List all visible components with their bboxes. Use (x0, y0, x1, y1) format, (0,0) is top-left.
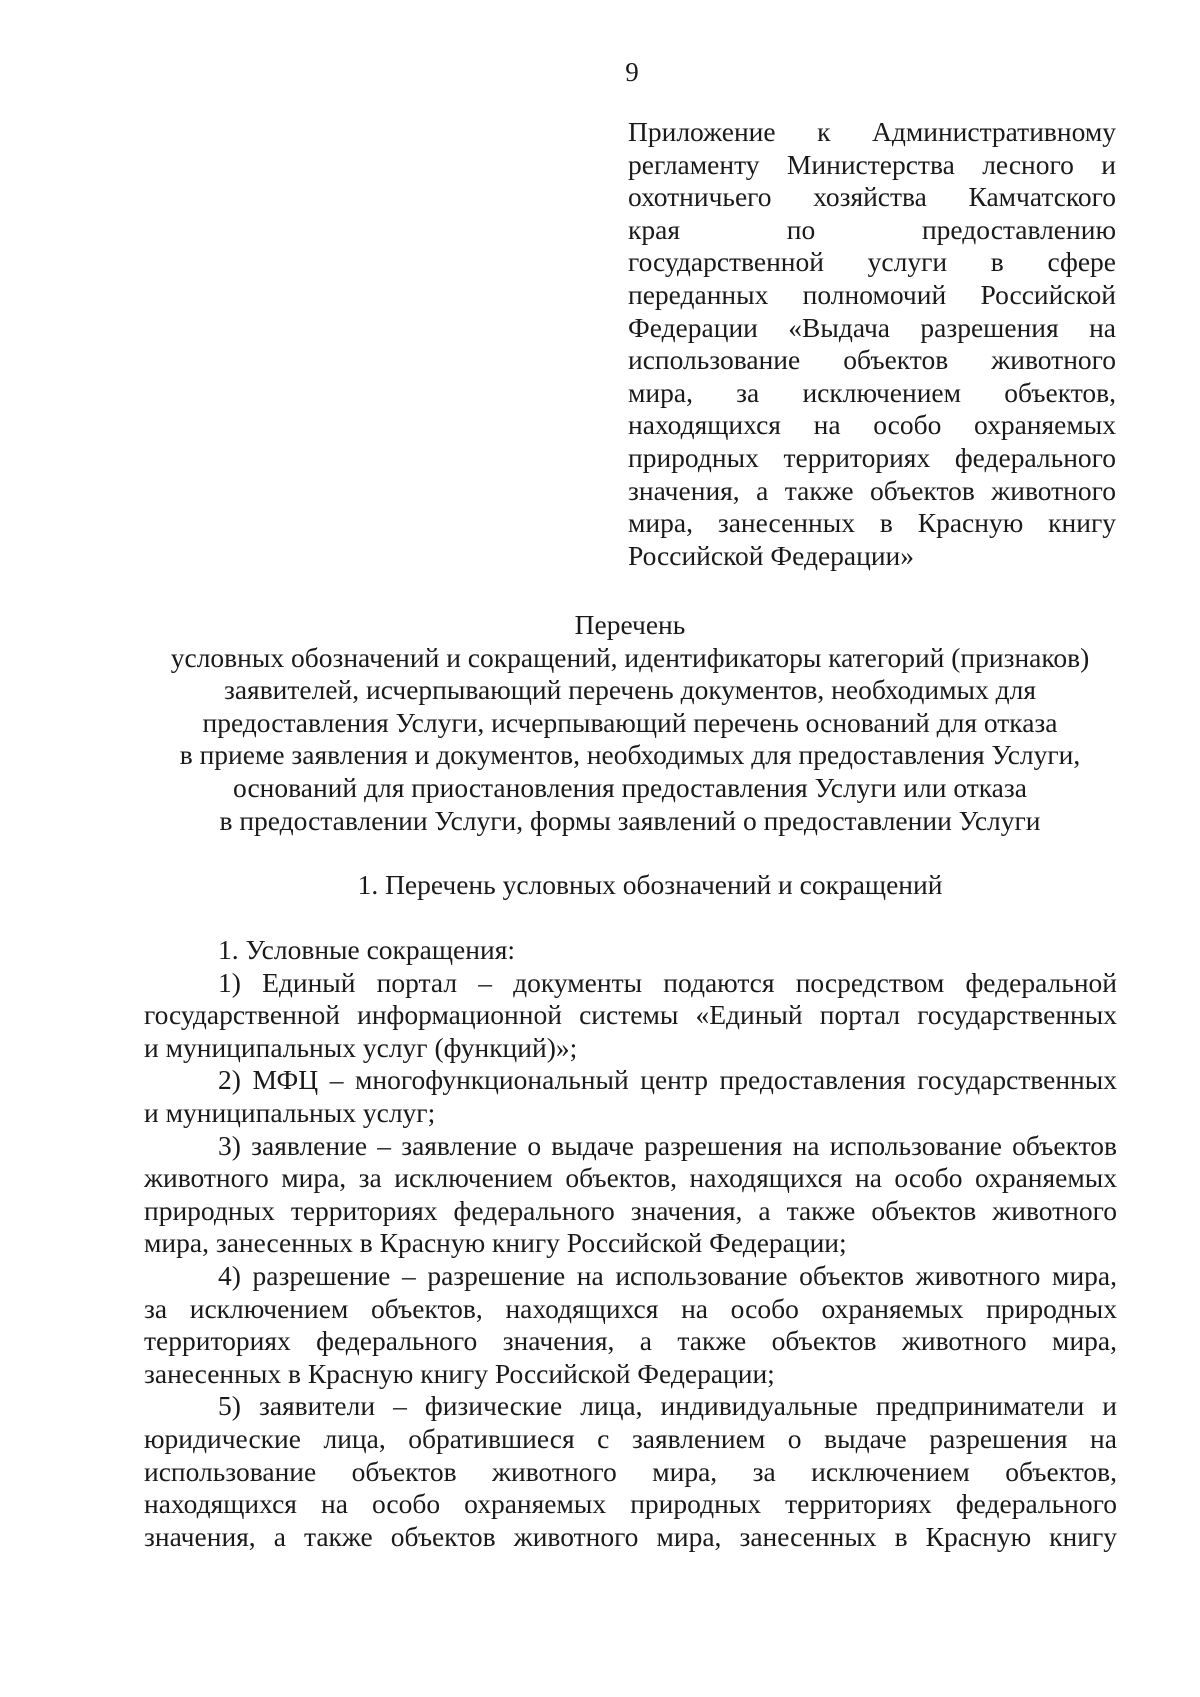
appendix-line: переданных полномочий Российской (628, 278, 1116, 310)
appendix-line: мира, за исключением объектов, (628, 376, 1116, 408)
body-line: территориях федерального значения, а также объектов животного мира, (144, 1325, 1117, 1357)
appendix-line: значения, а также объектов животного (628, 474, 1116, 506)
appendix-line: использование объектов животного (628, 344, 1116, 376)
appendix-line: мира, занесенных в Красную книгу (628, 507, 1116, 539)
title-line: оснований для приостановления предоставления Услуги или отказа (233, 771, 1027, 803)
page-number: 9 (625, 57, 639, 87)
appendix-line: Российской Федерации» (628, 539, 915, 571)
body-line: и муниципальных услуг; (144, 1096, 436, 1128)
appendix-line: находящихся на особо охраняемых (628, 409, 1116, 441)
body-line: 4) разрешение – разрешение на использование объектов животного мира, (218, 1259, 1117, 1291)
body-line: использование объектов животного мира, за исключением объектов, (144, 1455, 1117, 1487)
appendix-line: края по предоставлению (628, 213, 1116, 245)
body-line: и муниципальных услуг (функций)»; (144, 1031, 578, 1063)
body-line: природных территориях федерального значения, а также объектов животного (144, 1194, 1117, 1226)
appendix-line: Приложение к Административному (628, 116, 1116, 147)
appendix-line: Федерации «Выдача разрешения на (628, 311, 1116, 343)
title-line: Перечень (574, 609, 686, 640)
title-line: в предоставлении Услуги, формы заявлений о предоставлении Услуги (219, 804, 1041, 836)
title-line: условных обозначений и сокращений, идентификаторы категорий (признаков) (170, 641, 1090, 673)
appendix-line: охотничьего хозяйства Камчатского (628, 181, 1116, 213)
body-line: 3) заявление – заявление о выдаче разрешения на использование объектов (218, 1129, 1117, 1161)
body-line: юридические лица, обратившиеся с заявлением о выдаче разрешения на (144, 1422, 1117, 1454)
appendix-line: природных территориях федерального (628, 441, 1116, 473)
body-line: 1) Единый портал – документы подаются посредством федеральной (218, 966, 1117, 998)
title-line: заявителей, исчерпывающий перечень документов, необходимых для (223, 674, 1037, 706)
section-heading: 1. Перечень условных обозначений и сокращений (357, 869, 943, 900)
title-line: в приеме заявления и документов, необходимых для предоставления Услуги, (179, 739, 1081, 771)
body-line: мира, занесенных в Красную книгу Российской Федерации; (144, 1227, 847, 1259)
body-text (144, 934, 1117, 1553)
body-line: занесенных в Красную книгу Российской Федерации; (144, 1357, 775, 1389)
body-line: значения, а также объектов животного мира, занесенных в Красную книгу (144, 1520, 1117, 1552)
body-line: государственной информационной системы «Единый портал государственных (144, 999, 1117, 1031)
body-line: животного мира, за исключением объектов, находящихся на особо охраняемых (144, 1162, 1117, 1194)
body-line: 5) заявители – физические лица, индивидуальные предприниматели и (218, 1390, 1117, 1422)
title-line: предоставления Услуги, исчерпывающий перечень оснований для отказа (202, 706, 1058, 738)
appendix-line: государственной услуги в сфере (628, 246, 1116, 278)
body-line: за исключением объектов, находящихся на особо охраняемых природных (144, 1292, 1117, 1324)
body-line: 2) МФЦ – многофункциональный центр предоставления государственных (218, 1064, 1117, 1096)
appendix-note (628, 116, 1116, 572)
body-line: находящихся на особо охраняемых природных территориях федерального (144, 1488, 1117, 1520)
document-title (140, 609, 1120, 837)
body-line: 1. Условные сокращения: (218, 934, 515, 965)
appendix-line: регламенту Министерства лесного и (628, 148, 1116, 180)
